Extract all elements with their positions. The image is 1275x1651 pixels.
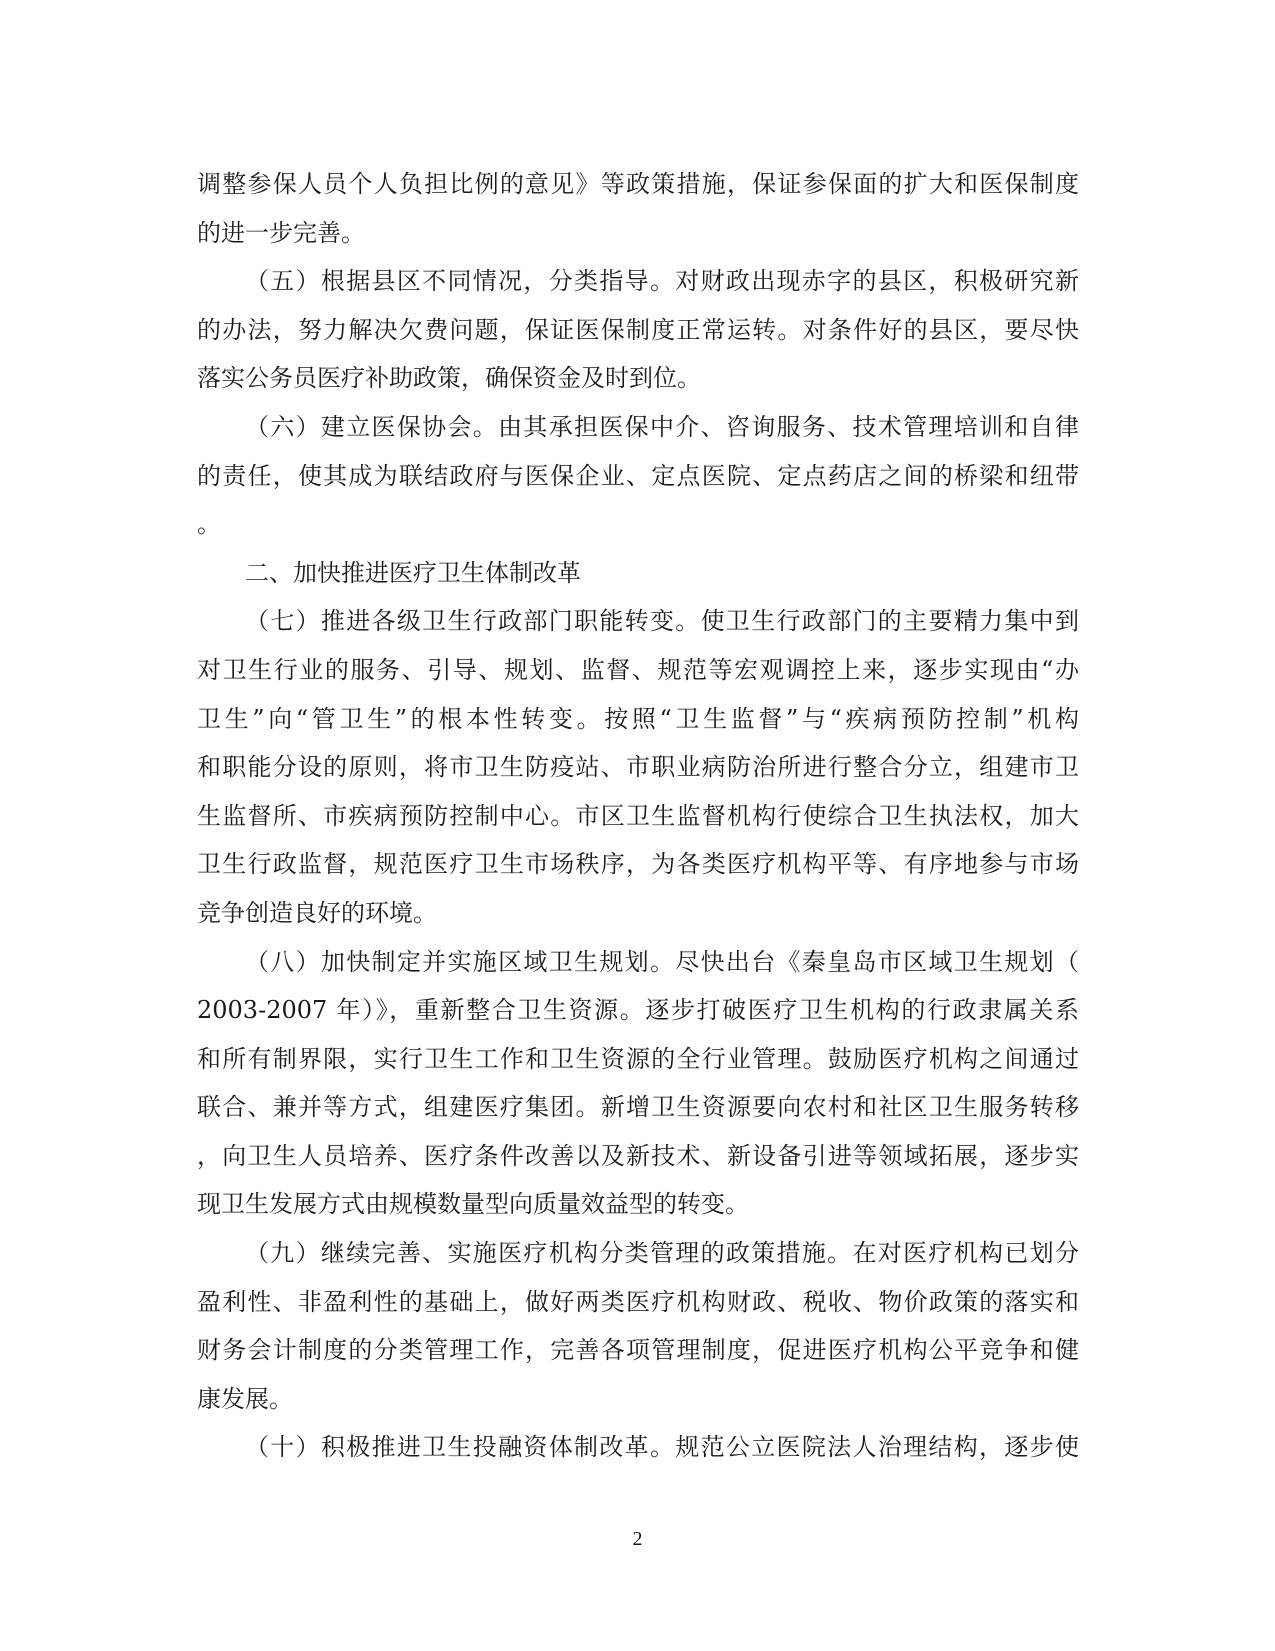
text-line: 的责任，使其成为联结政府与医保企业、定点医院、定点药店之间的桥梁和纽带	[197, 461, 1079, 490]
text-line: 生监督所、市疾病预防控制中心。市区卫生监督机构行使综合卫生执法权，加大	[197, 801, 1079, 830]
text-line: 2003-2007 年）》，重新整合卫生资源。逐步打破医疗卫生机构的行政隶属关系	[197, 996, 1079, 1025]
text-line: 。	[197, 510, 221, 539]
text-line: 盈利性、非盈利性的基础上，做好两类医疗机构财政、税收、物价政策的落实和	[197, 1287, 1079, 1316]
text-line: 现卫生发展方式由规模数量型向质量效益型的转变。	[197, 1190, 749, 1219]
text-line: 财务会计制度的分类管理工作，完善各项管理制度，促进医疗机构公平竞争和健	[197, 1336, 1079, 1365]
text-line: 和职能分设的原则，将市卫生防疫站、市职业病防治所进行整合分立，组建市卫	[197, 753, 1079, 782]
text-line: 落实公务员医疗补助政策，确保资金及时到位。	[197, 364, 701, 393]
body-text	[197, 160, 1079, 1472]
paragraph-start-line: （九）继续完善、实施医疗机构分类管理的政策措施。在对医疗机构已划分	[245, 1239, 1079, 1268]
paragraph-start-line: （十）积极推进卫生投融资体制改革。规范公立医院法人治理结构，逐步使	[245, 1433, 1079, 1462]
text-line: 竞争创造良好的环境。	[197, 898, 437, 927]
text-line: 调整参保人员个人负担比例的意见》等政策措施，保证参保面的扩大和医保制度	[197, 170, 1079, 198]
text-line: 的进一步完善。	[197, 218, 365, 247]
paragraph-start-line: （八）加快制定并实施区域卫生规划。尽快出台《秦皇岛市区域卫生规划（	[245, 947, 1079, 976]
paragraph-start-line: （七）推进各级卫生行政部门职能转变。使卫生行政部门的主要精力集中到	[245, 607, 1079, 636]
text-line: 康发展。	[197, 1384, 293, 1413]
text-line: 卫生”向“管卫生”的根本性转变。按照“卫生监督”与“疾病预防控制”机构	[197, 704, 1079, 733]
text-line: 的办法，努力解决欠费问题，保证医保制度正常运转。对条件好的县区，要尽快	[197, 315, 1079, 344]
paragraph-start-line: （五）根据县区不同情况，分类指导。对财政出现赤字的县区，积极研究新	[245, 267, 1079, 296]
paragraph-start-line: （六）建立医保协会。由其承担医保中介、咨询服务、技术管理培训和自律	[245, 412, 1079, 441]
text-line: ，向卫生人员培养、医疗条件改善以及新技术、新设备引进等领域拓展，逐步实	[197, 1141, 1079, 1170]
text-line: 对卫生行业的服务、引导、规划、监督、规范等宏观调控上来，逐步实现由“办	[197, 655, 1079, 684]
text-line: 和所有制界限，实行卫生工作和卫生资源的全行业管理。鼓励医疗机构之间通过	[197, 1044, 1079, 1073]
text-line: 联合、兼并等方式，组建医疗集团。新增卫生资源要向农村和社区卫生服务转移	[197, 1093, 1079, 1122]
text-line: 卫生行政监督，规范医疗卫生市场秩序，为各类医疗机构平等、有序地参与市场	[197, 850, 1079, 879]
section-heading: 二、加快推进医疗卫生体制改革	[245, 558, 581, 587]
page-number: 2	[632, 1528, 643, 1550]
